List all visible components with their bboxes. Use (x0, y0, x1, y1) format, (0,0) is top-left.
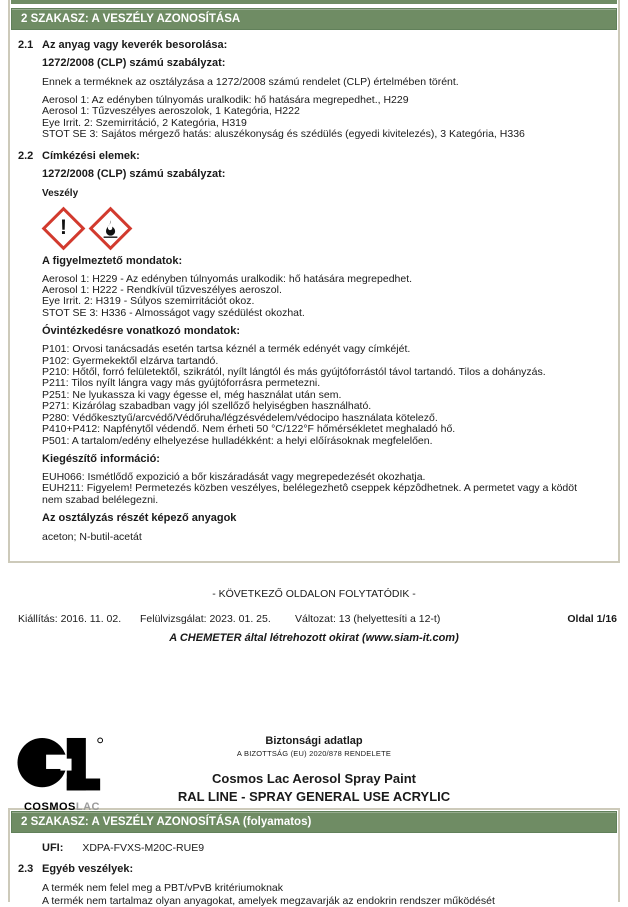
registered-mark-icon (98, 738, 103, 743)
review-date: Felülvizsgálat: 2023. 01. 25. (140, 613, 271, 626)
ghs02-flame-icon (89, 207, 133, 251)
section-2-continued-title: 2 SZAKASZ: A VESZÉLY AZONOSÍTÁSA (folyamatos) (21, 816, 312, 829)
classification-line: Aerosol 1: Az edényben túlnyomás uralkodik: hő hatására megrepedhet., H229 (42, 94, 409, 106)
h-statement-line: Aerosol 1: H229 - Az edényben túlnyomás uralkodik: hő hatására megrepedhet. (42, 272, 413, 285)
ufi-value: XDPA-FVXS-M20C-RUE9 (82, 842, 205, 855)
supplementary-info-heading: Kiegészítő információ: (42, 452, 160, 465)
signal-word: Veszély (42, 187, 79, 199)
p-statement-line: P410+P412: Napfénytől védendő. Nem érheti 50 °C/122°F hőmérsékletet meghaladó hő. (42, 423, 456, 436)
page-2 (0, 732, 628, 907)
heading-2-2 (18, 149, 600, 162)
previous-section-bar-edge (11, 0, 617, 4)
h-statement-list (42, 274, 600, 320)
regulation-reference: A BIZOTTSÁG (EU) 2020/878 RENDELETE (236, 749, 392, 759)
h-statement-line: STOT SE 3: H336 - Almosságot vagy szédülést okozhat. (42, 306, 305, 319)
issue-date: Kiállítás: 2016. 11. 02. (18, 613, 122, 626)
heading-2-3-label: Egyéb veszélyek: (42, 863, 134, 876)
section-number: 2.1 (18, 39, 34, 51)
classification-line: Aerosol 1: Tűzveszélyes aeroszolok, 1 Kategória, H222 (42, 105, 300, 118)
heading-2-1 (18, 39, 600, 51)
clp-regulation-heading: 1272/2008 (CLP) számú szabályzat: (42, 57, 226, 69)
euh-statement-list (42, 472, 600, 506)
p-statement-line: P210: Hőtől, forró felületektől, szikrától, nyílt lángtól és más gyújtóforrástól távol tartandó. Tilos a dohányzás. (42, 366, 546, 379)
product-variant: RAL LINE - SPRAY GENERAL USE ACRYLIC (177, 789, 451, 805)
substances-value: aceton; N-butil-acetát (42, 531, 142, 544)
other-hazard-line: A termék nem tartalmaz olyan anyagokat, amelyek megzavarják az endokrin rendszer működését (42, 894, 495, 907)
section-number: 2.2 (18, 149, 34, 162)
page-2-frame (8, 808, 620, 907)
p-statement-line: P271: Kizárólag szabadban vagy jól szellőző helyiségben használható. (42, 400, 372, 413)
classification-list (42, 95, 600, 141)
section-2-title: 2 SZAKASZ: A VESZÉLY AZONOSÍTÁSA (21, 13, 241, 25)
document-type: Biztonsági adatlap (265, 735, 363, 748)
p-statement-line: P102: Gyermekektől elzárva tartandó. (42, 354, 219, 367)
section-2-continued-header-bar (11, 811, 617, 833)
continues-next-page-note: - KÖVETKEZŐ OLDALON FOLYTATÓDIK - (212, 588, 416, 601)
heading-2-3 (18, 863, 600, 876)
page-2-header (0, 732, 628, 814)
heading-2-2-label: Címkézési elemek: (42, 149, 140, 162)
cosmoslac-logo-mark (16, 734, 108, 796)
page-1-footer (0, 613, 628, 626)
classification-line: STOT SE 3: Sajátos mérgező hatás: aluszékonyság és szédülés (egyedi kivitelezés), 3 Kategória, H336 (42, 128, 525, 141)
page-1-frame (8, 0, 620, 563)
page-number: Oldal 1/16 (567, 613, 617, 626)
page-2-content (10, 842, 618, 907)
ufi-label: UFI: (42, 842, 64, 855)
ghs07-exclamation-icon: ! (42, 207, 86, 251)
clp-intro-text: Ennek a terméknek az osztályzása a 1272/2008 számú rendelet (CLP) értelmében törént. (42, 76, 459, 88)
p-statement-line: P101: Orvosi tanácsadás esetén tartsa kéznél a termék edényét vagy címkéjét. (42, 343, 411, 356)
precaution-statements-heading: Óvintézkedésre vonatkozó mondatok: (42, 325, 241, 338)
chemeter-credit-line: A CHEMETER által létrehozott okirat (www.siam-it.com) (169, 632, 459, 645)
p-statement-line: P280: Védőkesztyű/arcvédő/Védőruha/légzésvédelem/védocipo használata kötelező. (42, 411, 438, 424)
p-statement-line: P211: Tilos nyílt lángra vagy más gyújtóforrásra permetezni. (42, 377, 321, 390)
section-number: 2.3 (18, 863, 34, 876)
other-hazards-list (42, 882, 600, 907)
product-name: Cosmos Lac Aerosol Spray Paint (212, 771, 416, 787)
euh-statement-line: EUH211: Figyelem! Permetezés közben veszélyes, belélegezhetô cseppek képzôdhetnek. A permetet vagy a ködöt nem szabad belélegezni. (42, 482, 578, 506)
p-statement-line: P251: Ne lyukassza ki vagy égesse el, még használat után sem. (42, 388, 342, 401)
substances-heading: Az osztályzás részét képező anyagok (42, 512, 237, 525)
p-statement-list (42, 344, 600, 447)
cosmoslac-logo (12, 734, 112, 813)
logo-text-cosmos: COSMOS (23, 801, 76, 814)
heading-2-1-label: Az anyag vagy keverék besorolása: (42, 39, 228, 51)
classification-line: Eye Irrit. 2: Szemirritáció, 2 Kategória, H319 (42, 116, 247, 129)
other-hazard-line: A termék nem felel meg a PBT/vPvB kritériumoknak (42, 882, 284, 895)
page-1-content (10, 39, 618, 561)
warning-statements-heading: A figyelmeztető mondatok: (42, 254, 183, 267)
h-statement-line: Aerosol 1: H222 - Rendkívül tűzveszélyes aeroszol. (42, 284, 282, 297)
euh-statement-line: EUH066: Ismétlődő expozició a bőr kiszáradását vagy megrepedezését okozhatja. (42, 470, 426, 483)
version-info: Változat: 13 (helyettesíti a 12-t) (295, 613, 441, 626)
p-statement-line: P501: A tartalom/edény elhelyezése hulladékként: a helyi előírásoknak megfelelően. (42, 434, 433, 447)
logo-text-lac: LAC (75, 801, 100, 814)
section-2-header-bar (11, 8, 617, 30)
ufi-row (42, 842, 600, 854)
clp-regulation-heading-2: 1272/2008 (CLP) számú szabályzat: (42, 167, 226, 180)
h-statement-line: Eye Irrit. 2: H319 - Súlyos szemirritációt okoz. (42, 295, 255, 308)
ghs-pictograms (48, 209, 600, 249)
